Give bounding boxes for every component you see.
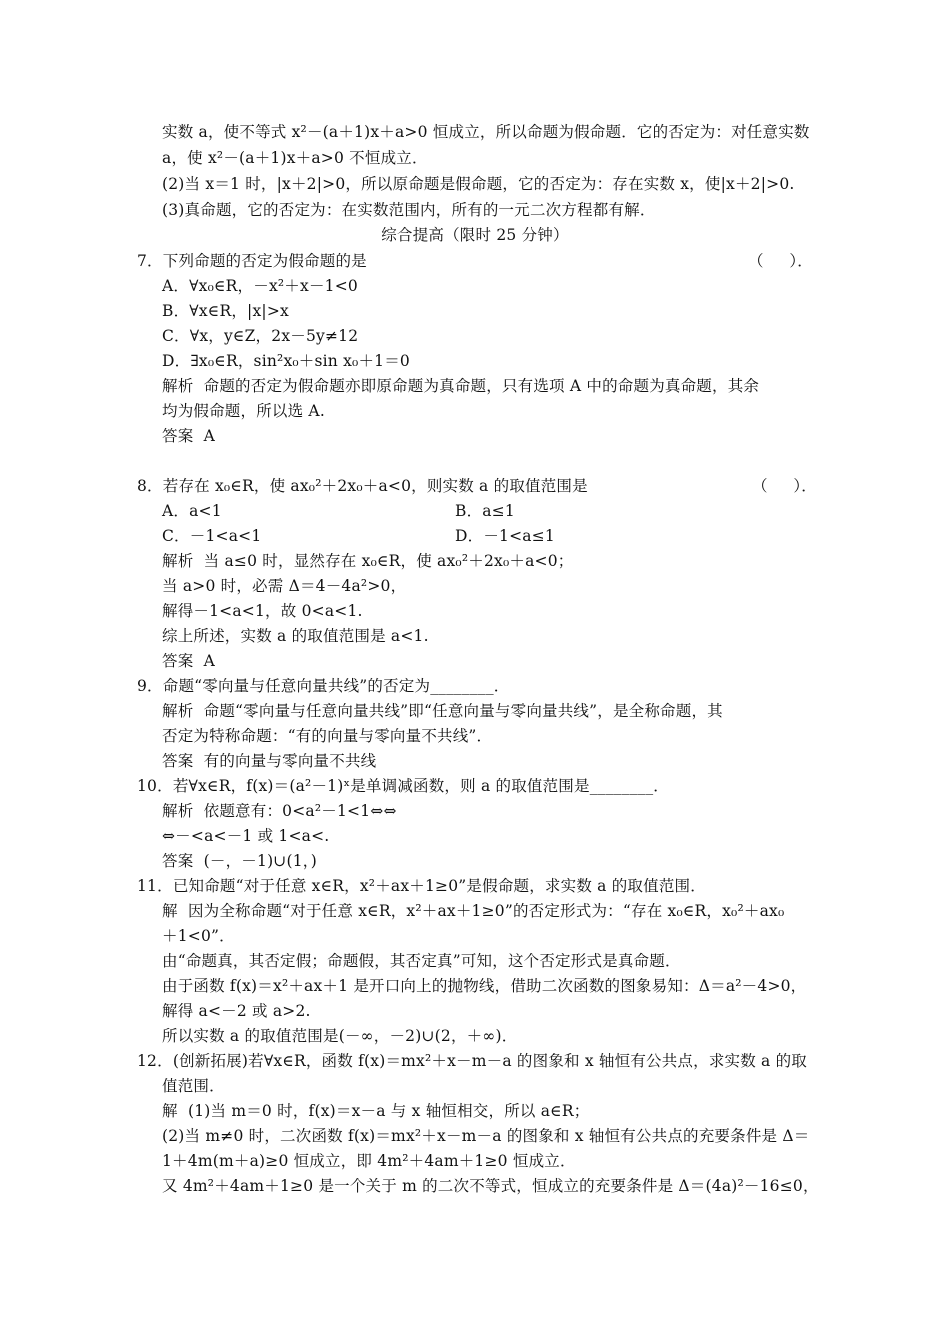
analysis-line: 解得－1<a<1，故 0<a<1. bbox=[162, 602, 363, 620]
solution-line: 由“命题真，其否定假；命题假，其否定真”可知，这个否定形式是真命题． bbox=[162, 952, 681, 970]
question-12: 12．(创新拓展)若∀x∈R，函数 f(x)＝mx²＋x－m－a 的图象和 x 轴恒有公共点，求实数 a 的取 bbox=[137, 1052, 808, 1070]
question-8: 8．若存在 x₀∈R，使 ax₀²＋2x₀＋a<0，则实数 a 的取值范围是 bbox=[137, 477, 588, 495]
option-b: B．∀x∈R，|x|>x bbox=[162, 302, 289, 320]
solution-line: 又 4m²＋4am＋1≥0 是一个关于 m 的二次不等式，恒成立的充要条件是 Δ＝(4a)²－16≤0， bbox=[162, 1177, 819, 1195]
solution-line: 1＋4m(m＋a)≥0 恒成立，即 4m²＋4am＋1≥0 恒成立． bbox=[162, 1152, 576, 1170]
option-a: A．∀x₀∈R，－x²＋x－1<0 bbox=[162, 277, 358, 295]
section-heading: 综合提高（限时 25 分钟） bbox=[381, 226, 569, 244]
analysis-line: 综上所述，实数 a 的取值范围是 a<1. bbox=[162, 627, 429, 645]
solution-line: 所以实数 a 的取值范围是(－∞，－2)∪(2，＋∞)． bbox=[162, 1027, 518, 1045]
analysis-line: 解析 命题“零向量与任意向量共线”即“任意向量与零向量共线”，是全称命题，其 bbox=[162, 702, 723, 720]
question-12-cont: 值范围． bbox=[162, 1077, 225, 1095]
answer-blank: （ ）． bbox=[748, 252, 813, 270]
text-line: 实数 a，使不等式 x²－(a＋1)x＋a>0 恒成立，所以命题为假命题．它的否定为：对任意实数 bbox=[162, 123, 810, 141]
solution-line: 解 (1)当 m＝0 时，f(x)＝x－a 与 x 轴恒相交，所以 a∈R； bbox=[162, 1102, 590, 1120]
option-b: B．a≤1 bbox=[455, 502, 515, 520]
option-c: C．∀x，y∈Z，2x－5y≠12 bbox=[162, 327, 359, 345]
analysis-line: 均为假命题，所以选 A. bbox=[162, 402, 325, 420]
solution-line: 解 因为全称命题“对于任意 x∈R，x²＋ax＋1≥0”的否定形式为：“存在 x₀∈R，x₀²＋ax₀ bbox=[162, 902, 785, 920]
option-c: C．－1<a<1 bbox=[162, 527, 262, 545]
option-d: D．∃x₀∈R，sin²x₀＋sin x₀＋1＝0 bbox=[162, 352, 410, 370]
analysis-line: 否定为特称命题：“有的向量与零向量不共线”． bbox=[162, 727, 493, 745]
text-line: (3)真命题，它的否定为：在实数范围内，所有的一元二次方程都有解． bbox=[162, 201, 656, 219]
question-7: 7．下列命题的否定为假命题的是 bbox=[137, 252, 367, 270]
answer-line: 答案 A bbox=[162, 427, 216, 445]
analysis-line: 当 a>0 时，必需 Δ＝4－4a²>0， bbox=[162, 577, 407, 595]
analysis-line: 解析 当 a≤0 时，显然存在 x₀∈R，使 ax₀²＋2x₀＋a<0； bbox=[162, 552, 574, 570]
question-9: 9．命题“零向量与任意向量共线”的否定为________． bbox=[137, 677, 510, 695]
solution-line: ＋1<0”． bbox=[162, 927, 235, 945]
solution-line: (2)当 m≠0 时，二次函数 f(x)＝mx²＋x－m－a 的图象和 x 轴恒有公共点的充要条件是 Δ＝ bbox=[162, 1127, 810, 1145]
text-line: a，使 x²－(a＋1)x＋a>0 不恒成立． bbox=[162, 149, 428, 167]
analysis-line: 解析 命题的否定为假命题亦即原命题为真命题，只有选项 A 中的命题为真命题，其余 bbox=[162, 377, 760, 395]
solution-line: 解得 a<－2 或 a>2. bbox=[162, 1002, 311, 1020]
answer-line: 答案 (－，－1)∪(1，) bbox=[162, 852, 318, 870]
question-10: 10．若∀x∈R，f(x)＝(a²－1)ˣ是单调减函数，则 a 的取值范围是________． bbox=[137, 777, 670, 795]
text-line: (2)当 x＝1 时，|x＋2|>0，所以原命题是假命题，它的否定为：存在实数 x，使|x＋2|>0. bbox=[162, 175, 795, 193]
answer-blank: （ ）． bbox=[752, 477, 817, 495]
option-d: D．－1<a≤1 bbox=[455, 527, 555, 545]
solution-line: 由于函数 f(x)＝x²＋ax＋1 是开口向上的抛物线，借助二次函数的图象易知：Δ＝a²－4>0， bbox=[162, 977, 807, 995]
analysis-line: 解析 依题意有：0<a²－1<1⇔⇔ bbox=[162, 802, 397, 820]
answer-line: 答案 有的向量与零向量不共线 bbox=[162, 752, 377, 770]
option-a: A．a<1 bbox=[162, 502, 222, 520]
question-11: 11．已知命题“对于任意 x∈R，x²＋ax＋1≥0”是假命题，求实数 a 的取值范围． bbox=[137, 877, 706, 895]
answer-line: 答案 A bbox=[162, 652, 216, 670]
analysis-line: ⇔－<a<－1 或 1<a<. bbox=[162, 827, 330, 845]
